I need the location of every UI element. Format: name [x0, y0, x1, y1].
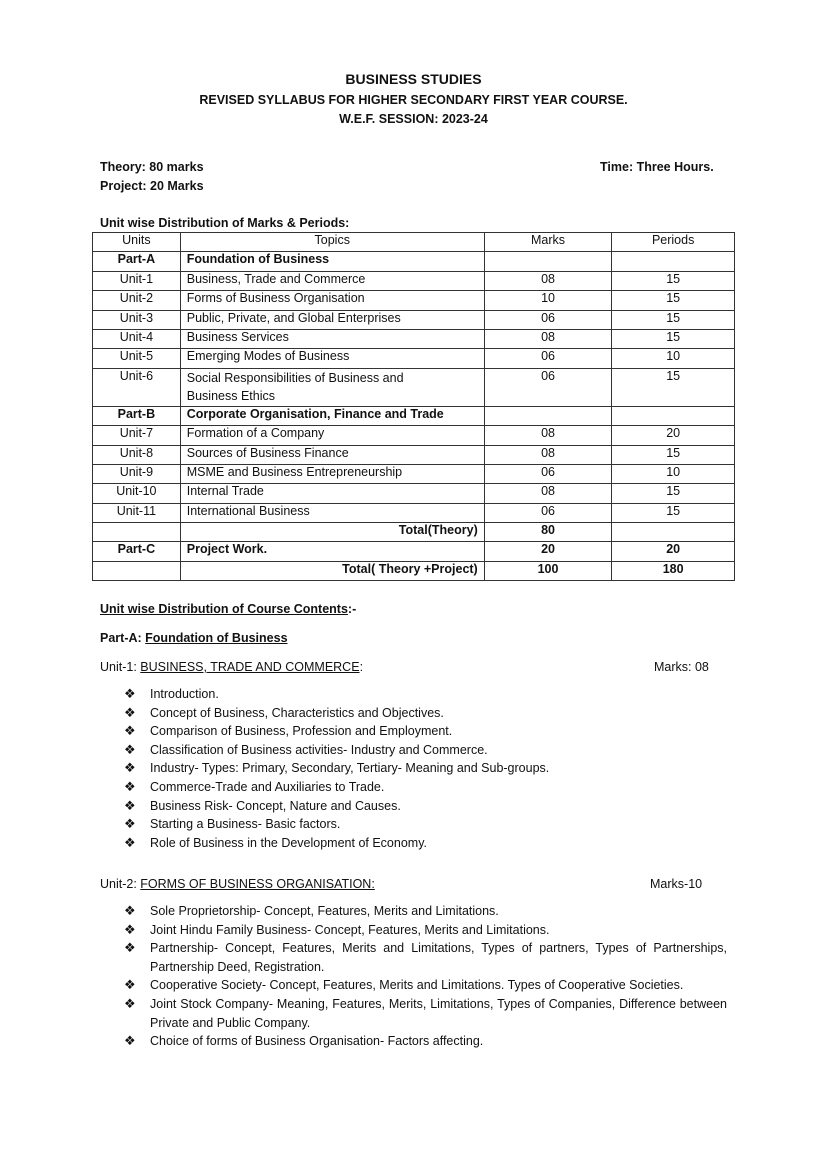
- cell-periods: 15: [612, 368, 735, 406]
- cell-marks: [484, 406, 612, 425]
- diamond-bullet-icon: ❖: [124, 760, 136, 776]
- table-row: [93, 464, 735, 483]
- cell-periods: [612, 252, 735, 271]
- table-row: [93, 484, 735, 503]
- unit-2-marks: Marks-10: [650, 877, 703, 891]
- unit-1-title: BUSINESS, TRADE AND COMMERCE: [140, 660, 360, 674]
- cell-unit: Unit-7: [93, 426, 181, 445]
- part-a-prefix: Part-A:: [100, 631, 146, 645]
- part-a-heading: [100, 631, 288, 646]
- unit-2-list-item-text: Partnership- Concept, Features, Merits and Limitations, Types of partners, Types of Partnerships, Partnership Deed, Registration.: [150, 941, 727, 974]
- unit-1-list-item: [124, 685, 727, 704]
- diamond-bullet-icon: ❖: [124, 921, 136, 937]
- cell-periods: 20: [612, 542, 735, 561]
- cell-marks: [484, 252, 612, 271]
- cell-unit: [93, 523, 181, 542]
- unit-1-list-item-text: Starting a Business- Basic factors.: [150, 817, 341, 832]
- session-line: W.E.F. SESSION: 2023-24: [339, 112, 488, 126]
- diamond-bullet-icon: ❖: [124, 723, 136, 739]
- unit-1-topic-list: [124, 685, 727, 852]
- diamond-bullet-icon: ❖: [124, 834, 136, 850]
- unit-2-list-item-text: Joint Hindu Family Business- Concept, Features, Merits and Limitations.: [150, 922, 550, 937]
- column-header-periods: Periods: [612, 233, 735, 252]
- cell-periods: 15: [612, 503, 735, 522]
- part-a-title: Foundation of Business: [145, 631, 288, 645]
- unit-2-list-item: [124, 939, 727, 976]
- unit-1-list-item: [124, 778, 727, 797]
- cell-marks: 80: [484, 523, 612, 542]
- cell-marks: 06: [484, 368, 612, 406]
- unit-1-list-item: [124, 704, 727, 723]
- cell-periods: [612, 523, 735, 542]
- table-row: [93, 271, 735, 290]
- cell-unit: Unit-4: [93, 329, 181, 348]
- table-row: [93, 349, 735, 368]
- cell-unit: Part-C: [93, 542, 181, 561]
- project-marks: Project: 20 Marks: [100, 179, 204, 193]
- table-row: [93, 503, 735, 522]
- cell-topic: International Business: [180, 503, 484, 522]
- cell-unit: Unit-5: [93, 349, 181, 368]
- cell-unit: Unit-3: [93, 310, 181, 329]
- diamond-bullet-icon: ❖: [124, 995, 136, 1011]
- cell-periods: 10: [612, 349, 735, 368]
- diamond-bullet-icon: ❖: [124, 940, 136, 956]
- table-row: [93, 310, 735, 329]
- cell-marks: 08: [484, 445, 612, 464]
- exam-time: Time: Three Hours.: [600, 160, 714, 174]
- unit-1-list-item: [124, 815, 727, 834]
- unit-2-title: FORMS OF BUSINESS ORGANISATION:: [140, 877, 375, 891]
- cell-periods: 15: [612, 310, 735, 329]
- table-row: [93, 542, 735, 561]
- cell-periods: 15: [612, 291, 735, 310]
- unit-1-list-item-text: Comparison of Business, Profession and Employment.: [150, 724, 453, 739]
- unit-1-list-item-text: Role of Business in the Development of Economy.: [150, 835, 427, 850]
- cell-periods: [612, 406, 735, 425]
- table-title: Unit wise Distribution of Marks & Periods:: [100, 216, 350, 230]
- unit-1-list-item-text: Industry- Types: Primary, Secondary, Tertiary- Meaning and Sub-groups.: [150, 761, 550, 776]
- diamond-bullet-icon: ❖: [124, 1033, 136, 1049]
- table-row: [93, 252, 735, 271]
- table-body: [93, 252, 735, 581]
- course-contents-heading-suffix: :-: [347, 602, 357, 616]
- unit-1-list-item-text: Classification of Business activities- Industry and Commerce.: [150, 742, 488, 757]
- table-row: [93, 406, 735, 425]
- unit-1-list-item-text: Commerce-Trade and Auxiliaries to Trade.: [150, 779, 385, 794]
- cell-unit: Unit-9: [93, 464, 181, 483]
- unit-2-list-item: [124, 976, 727, 995]
- diamond-bullet-icon: ❖: [124, 797, 136, 813]
- cell-topic-line: Social Responsibilities of Business and: [186, 370, 404, 385]
- cell-topic: Formation of a Company: [180, 426, 484, 445]
- unit-2-heading: [100, 877, 375, 892]
- document-title: BUSINESS STUDIES: [345, 71, 482, 87]
- unit-1-prefix: Unit-1:: [100, 660, 141, 674]
- cell-unit: Unit-2: [93, 291, 181, 310]
- cell-topic: Total(Theory): [180, 523, 484, 542]
- cell-periods: 180: [612, 561, 735, 580]
- diamond-bullet-icon: ❖: [124, 704, 136, 720]
- unit-2-list-item: [124, 921, 727, 940]
- cell-topic: Project Work.: [180, 542, 484, 561]
- unit-2-list-item: [124, 995, 727, 1032]
- table-row: [93, 426, 735, 445]
- unit-2-list-item-text: Joint Stock Company- Meaning, Features, Merits, Limitations, Types of Companies, Difference between Private and Public Company.: [150, 996, 727, 1030]
- table-row: [93, 445, 735, 464]
- table-row: [93, 368, 735, 406]
- diamond-bullet-icon: ❖: [124, 903, 136, 918]
- cell-topic: MSME and Business Entrepreneurship: [180, 464, 484, 483]
- unit-2-list-item: [124, 1032, 727, 1051]
- unit-2-list-item-text: Sole Proprietorship- Concept, Features, Merits and Limitations.: [150, 904, 499, 918]
- table-row: [93, 523, 735, 542]
- cell-unit: Unit-1: [93, 271, 181, 290]
- cell-topic: Total( Theory +Project): [180, 561, 484, 580]
- cell-marks: 10: [484, 291, 612, 310]
- unit-1-marks: Marks: 08: [654, 660, 709, 674]
- cell-unit: Unit-8: [93, 445, 181, 464]
- cell-marks: 06: [484, 349, 612, 368]
- cell-marks: 06: [484, 503, 612, 522]
- cell-topic: Foundation of Business: [180, 252, 484, 271]
- cell-topic-line: Business Ethics: [186, 389, 275, 404]
- cell-marks: 100: [484, 561, 612, 580]
- unit-2-list-item: [124, 902, 727, 921]
- column-header-marks: Marks: [484, 233, 612, 252]
- cell-marks: 20: [484, 542, 612, 561]
- cell-topic: [180, 368, 484, 406]
- course-contents-heading: [100, 602, 356, 617]
- diamond-bullet-icon: ❖: [124, 686, 136, 701]
- unit-2-topic-list: [124, 902, 727, 1051]
- cell-marks: 08: [484, 329, 612, 348]
- unit-2-list-item-text: Choice of forms of Business Organisation- Factors affecting.: [150, 1034, 484, 1049]
- table-header-row: [93, 233, 735, 252]
- cell-periods: 10: [612, 464, 735, 483]
- table-row: [93, 329, 735, 348]
- cell-unit: Part-A: [93, 252, 181, 271]
- cell-marks: 08: [484, 426, 612, 445]
- unit-1-list-item-text: Business Risk- Concept, Nature and Causes.: [150, 798, 401, 813]
- cell-topic: Forms of Business Organisation: [180, 291, 484, 310]
- unit-1-list-item-text: Concept of Business, Characteristics and Objectives.: [150, 705, 444, 720]
- cell-marks: 08: [484, 484, 612, 503]
- unit-1-heading: [100, 660, 363, 675]
- unit-1-suffix: :: [359, 660, 364, 674]
- cell-unit: [93, 561, 181, 580]
- unit-2-prefix: Unit-2:: [100, 877, 141, 891]
- diamond-bullet-icon: ❖: [124, 778, 136, 794]
- cell-topic: Business Services: [180, 329, 484, 348]
- cell-topic: Business, Trade and Commerce: [180, 271, 484, 290]
- diamond-bullet-icon: ❖: [124, 816, 136, 832]
- cell-periods: 15: [612, 445, 735, 464]
- cell-topic: Public, Private, and Global Enterprises: [180, 310, 484, 329]
- unit-1-list-item: [124, 834, 727, 853]
- cell-marks: 06: [484, 464, 612, 483]
- theory-marks: Theory: 80 marks: [100, 160, 204, 174]
- cell-topic: Sources of Business Finance: [180, 445, 484, 464]
- column-header-topics: Topics: [180, 233, 484, 252]
- unit-1-list-item: [124, 797, 727, 816]
- unit-2-list-item-text: Cooperative Society- Concept, Features, Merits and Limitations. Types of Cooperative Societies.: [150, 978, 684, 993]
- unit-1-list-item: [124, 722, 727, 741]
- cell-unit: Part-B: [93, 406, 181, 425]
- cell-periods: 15: [612, 329, 735, 348]
- table-row: [93, 291, 735, 310]
- cell-unit: Unit-11: [93, 503, 181, 522]
- cell-periods: 15: [612, 484, 735, 503]
- diamond-bullet-icon: ❖: [124, 977, 136, 993]
- cell-marks: 08: [484, 271, 612, 290]
- table-row: [93, 561, 735, 580]
- unit-1-list-item: [124, 759, 727, 778]
- cell-periods: 20: [612, 426, 735, 445]
- cell-topic: Emerging Modes of Business: [180, 349, 484, 368]
- column-header-units: Units: [93, 233, 181, 252]
- cell-unit: Unit-10: [93, 484, 181, 503]
- unit-1-list-item: [124, 741, 727, 760]
- cell-periods: 15: [612, 271, 735, 290]
- cell-topic: Internal Trade: [180, 484, 484, 503]
- course-contents-heading-text: Unit wise Distribution of Course Contents: [100, 602, 348, 616]
- cell-topic: Corporate Organisation, Finance and Trade: [180, 406, 484, 425]
- unit-1-list-item-text: Introduction.: [150, 687, 219, 701]
- cell-unit: Unit-6: [93, 368, 181, 406]
- cell-marks: 06: [484, 310, 612, 329]
- diamond-bullet-icon: ❖: [124, 741, 136, 757]
- document-subtitle: REVISED SYLLABUS FOR HIGHER SECONDARY FIRST YEAR COURSE.: [199, 93, 628, 107]
- marks-distribution-table: [92, 232, 735, 581]
